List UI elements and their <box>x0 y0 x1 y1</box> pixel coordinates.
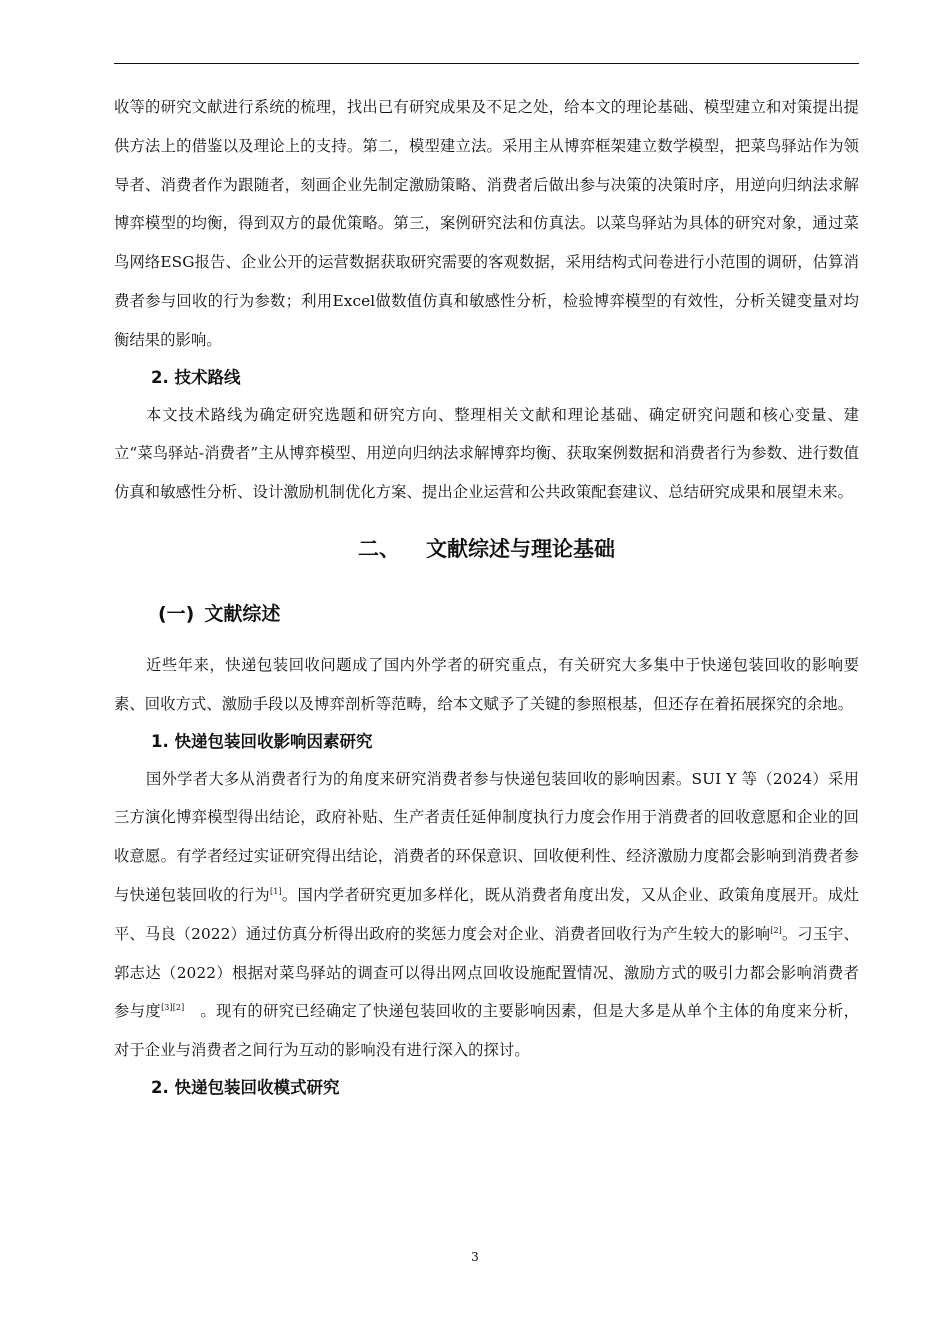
paragraph-methods: 收等的研究文献进行系统的梳理，找出已有研究成果及不足之处，给本文的理论基础、模型建立和对策提出提供方法上的借鉴以及理论上的支持。第二，模型建立法。采用主从博弈框架建立数学模型，把菜鸟驿站作为领导者、消费者作为跟随者，刻画企业先制定激励策略、消费者后做出参与决策的决策时序，用逆向归纳法求解博弈模型的均衡，得到双方的最优策略。第三，案例研究法和仿真法。以菜鸟驿站为具体的研究对象，通过菜鸟网络ESG报告、企业公开的运营数据获取研究需要的客观数据，采用结构式问卷进行小范围的调研，估算消费者参与回收的行为参数；利用Excel做数值仿真和敏感性分析，检验博弈模型的有效性，分析关键变量对均衡结果的影响。 <box>114 98 859 349</box>
paragraph-technical-route: 本文技术路线为确定研究选题和研究方向、整理相关文献和理论基础、确定研究问题和核心变量、建立“菜鸟驿站-消费者”主从博弈模型、用逆向归纳法求解博弈均衡、获取案例数据和消费者行为参数、进行数值仿真和敏感性分析、设计激励机制优化方案、提出企业运营和公共政策配套建议、总结研究成果和展望未来。 <box>114 405 859 502</box>
paragraph-influencing-factors <box>114 760 859 1070</box>
factors-text-3: 。刁玉宇、郭志达（2022）根据对菜鸟驿站的调查可以得出网点回收设施配置情况、激励方式的吸引力都会影响消费者参与度 <box>114 924 859 1021</box>
citation-1[interactable]: [1] <box>270 886 282 896</box>
header-rule <box>114 63 859 64</box>
citation-3[interactable]: [3][2] <box>161 1003 185 1013</box>
chapter-number: 二、 <box>358 536 400 561</box>
section-number: (一) <box>158 602 195 625</box>
factors-text-1: 国外学者大多从消费者行为的角度来研究消费者参与快递包装回收的影响因素。SUI Y 等（2024）采用三方演化博弈模型得出结论，政府补贴、生产者责任延伸制度执行力度会作用于消费者的回收意愿和企业的回收意愿。有学者经过实证研究得出结论，消费者的环保意识、回收便利性、经济激励力度都会影响到消费者参与快递包装回收的行为 <box>114 769 859 904</box>
citation-2[interactable]: [2] <box>770 925 782 935</box>
section-heading <box>114 586 859 646</box>
page-number: 3 <box>471 1250 479 1264</box>
heading-influencing-factors: 1. 快递包装回收影响因素研究 <box>151 731 373 751</box>
heading-technical-route: 2. 技术路线 <box>151 367 241 387</box>
paragraph-review-intro: 近些年来，快递包装回收问题成了国内外学者的研究重点，有关研究大多集中于快递包装回收的影响要素、回收方式、激励手段以及博弈剖析等范畴，给本文赋予了关键的参照根基，但还存在着拓展探究的余地。 <box>114 655 859 713</box>
document-body <box>114 88 859 1106</box>
factors-text-4: 。现有的研究已经确定了快递包装回收的主要影响因素，但是大多是从单个主体的角度来分析，对于企业与消费者之间行为互动的影响没有进行深入的探讨。 <box>114 1002 859 1060</box>
section-title: 文献综述 <box>204 602 281 625</box>
factors-text-2: 。国内学者研究更加多样化，既从消费者角度出发，又从企业、政策角度展开。成灶平、马良（2022）通过仿真分析得出政府的奖惩力度会对企业、消费者回收行为产生较大的影响 <box>114 885 859 943</box>
heading-recycling-modes: 2. 快递包装回收模式研究 <box>151 1077 340 1097</box>
chapter-heading <box>114 512 859 586</box>
chapter-title: 文献综述与理论基础 <box>426 536 615 561</box>
